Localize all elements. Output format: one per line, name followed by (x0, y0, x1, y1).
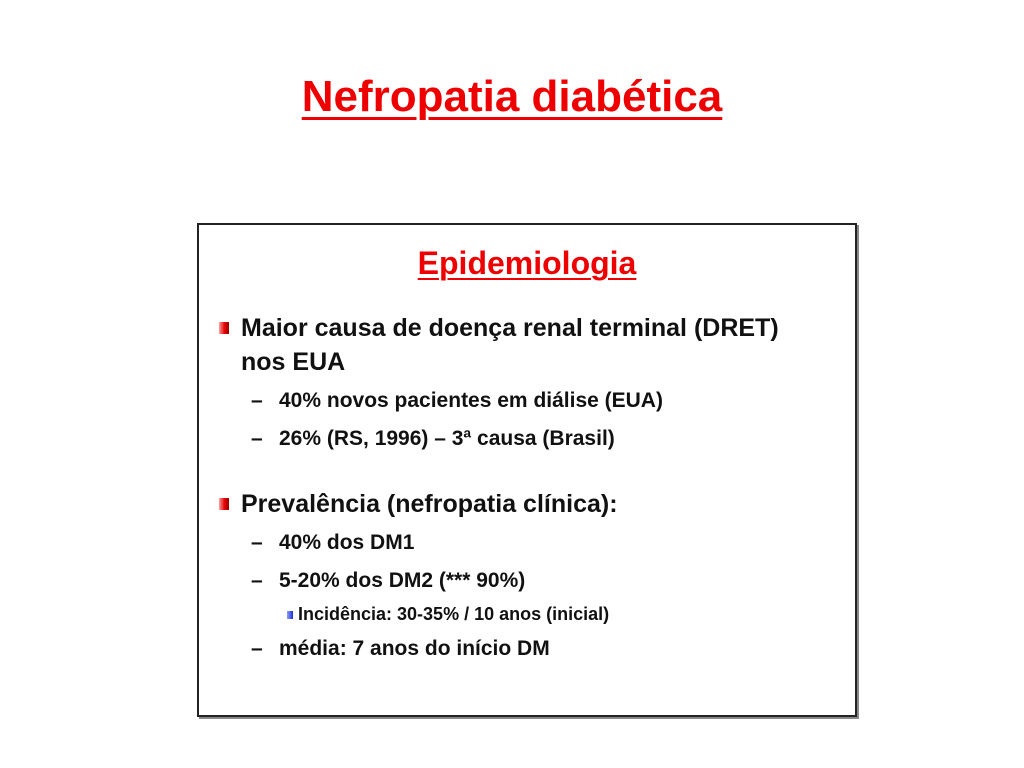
dash-bullet-icon: – (251, 569, 263, 592)
red-square-bullet-icon (219, 498, 229, 510)
slide-title: Nefropatia diabética (301, 72, 723, 121)
sub-sub-bullet-item (287, 602, 609, 626)
red-square-bullet-icon (219, 322, 229, 334)
sub-bullet-text: 40% novos pacientes em diálise (EUA) (279, 389, 663, 412)
dash-bullet-icon: – (251, 531, 263, 554)
content-box (197, 223, 857, 717)
sub-bullet-text: 26% (RS, 1996) – 3ª causa (Brasil) (279, 427, 615, 450)
bullet-text: Maior causa de doença renal terminal (DRET) nos EUA (241, 314, 779, 376)
sub-bullet-text: média: 7 anos do início DM (279, 637, 550, 660)
bullet-text: Prevalência (nefropatia clínica): (241, 490, 618, 518)
sub-bullet-item (251, 529, 414, 557)
bullet-item (219, 487, 779, 521)
dash-bullet-icon: – (251, 389, 263, 412)
blue-square-bullet-icon (287, 611, 293, 619)
sub-bullet-item (251, 387, 663, 415)
sub-bullet-item (251, 425, 615, 453)
sub-bullet-text: 5-20% dos DM2 (*** 90%) (279, 569, 526, 592)
sub-bullet-item (251, 567, 525, 595)
sub-bullet-text: 40% dos DM1 (279, 531, 415, 554)
bullet-item (219, 311, 779, 379)
sub-bullet-item (251, 635, 550, 663)
dash-bullet-icon: – (251, 637, 263, 660)
box-title: Epidemiologia (417, 245, 637, 281)
dash-bullet-icon: – (251, 427, 263, 450)
sub-sub-bullet-text: Incidência: 30-35% / 10 anos (inicial) (298, 604, 610, 624)
